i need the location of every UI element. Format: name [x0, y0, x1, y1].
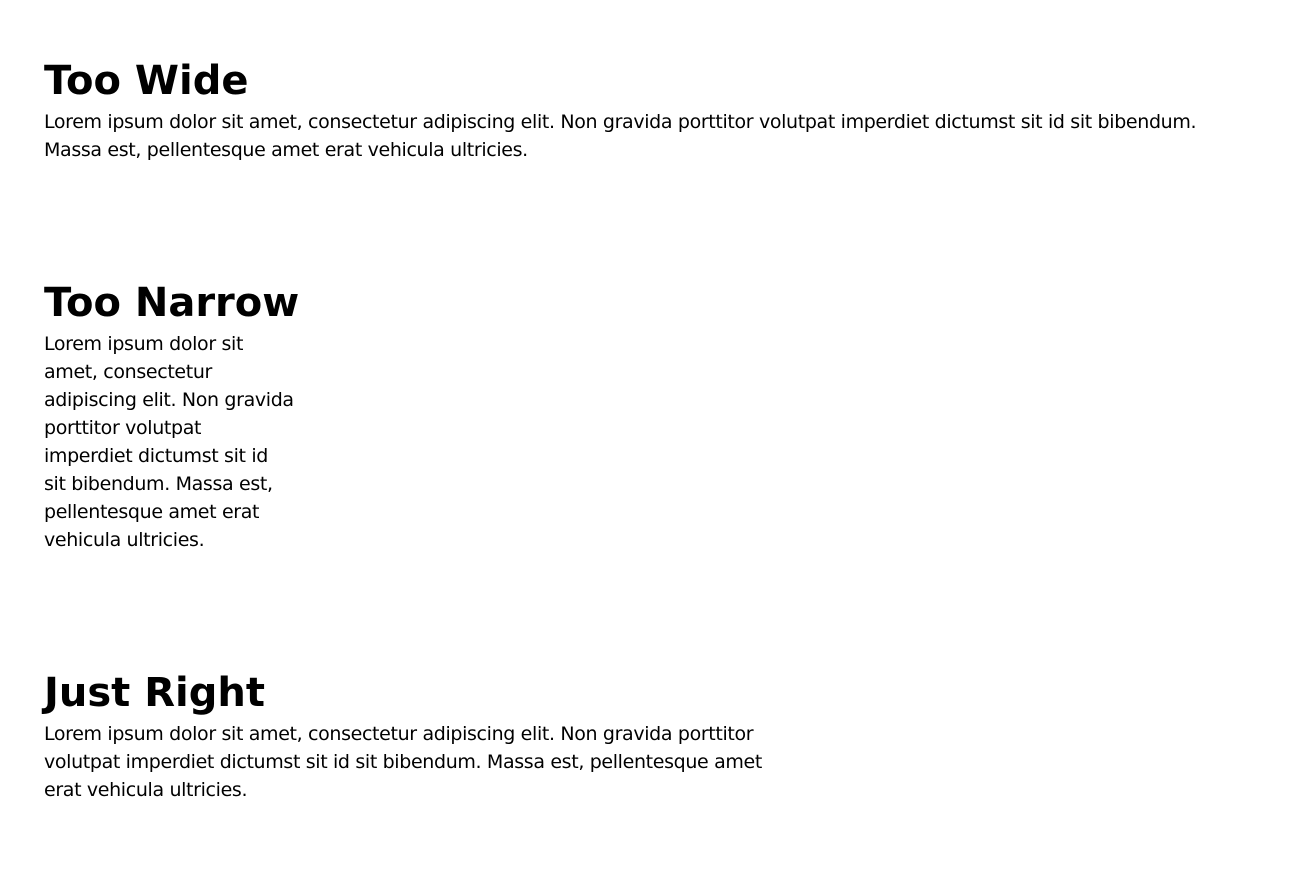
- section-just-right: [44, 666, 784, 804]
- section-paragraph: Lorem ipsum dolor sit amet, consectetur adipiscing elit. Non gravida porttitor volutpat imperdiet dictumst sit id sit bibendum. Massa est, pellentesque amet erat vehicula ultricies.: [44, 723, 762, 801]
- section-heading: Just Right: [44, 670, 265, 716]
- section-paragraph: Lorem ipsum dolor sit amet, consectetur adipiscing elit. Non gravida porttitor volutpat imperdiet dictumst sit id sit bibendum. Massa est, pellentesque amet erat vehicula ultricies.: [44, 333, 294, 551]
- section-heading: Too Narrow: [44, 280, 300, 326]
- section-paragraph: Lorem ipsum dolor sit amet, consectetur adipiscing elit. Non gravida porttitor volutpat imperdiet dictumst sit id sit bibendum. Massa est, pellentesque amet erat vehicula ultricies.: [44, 111, 1197, 161]
- section-too-wide: [44, 54, 1244, 164]
- section-heading: Too Wide: [44, 58, 249, 104]
- section-too-narrow: [44, 276, 300, 554]
